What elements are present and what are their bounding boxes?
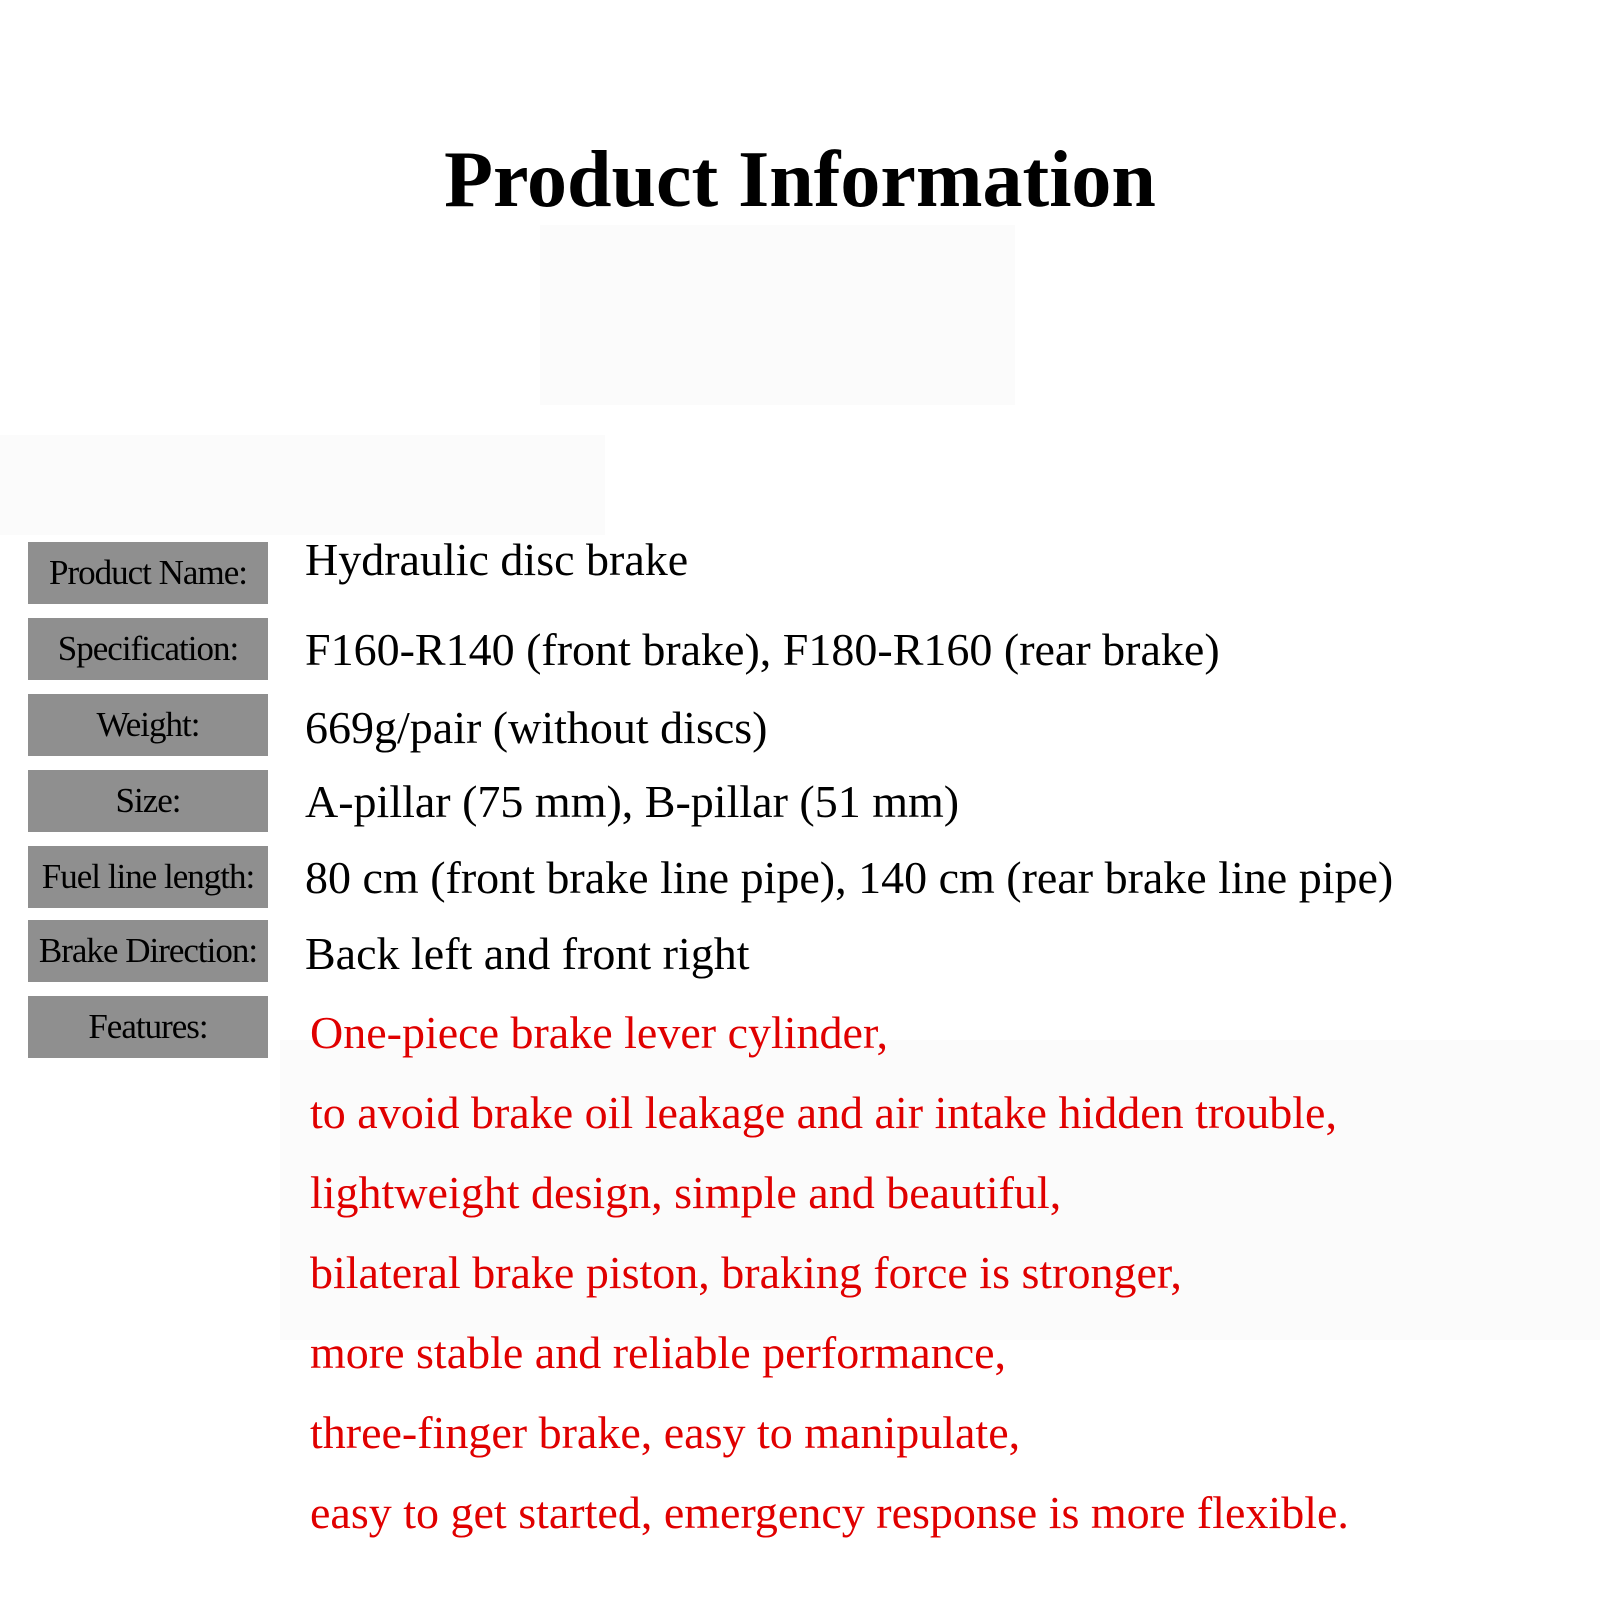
spec-label: Specification:	[28, 618, 268, 680]
feature-item: to avoid brake oil leakage and air intake hidden trouble,	[310, 1087, 1337, 1138]
feature-item: more stable and reliable performance,	[310, 1327, 1007, 1378]
features-list	[310, 1000, 1349, 1560]
spec-label: Product Name:	[28, 542, 268, 604]
feature-item: easy to get started, emergency response is more flexible.	[310, 1487, 1349, 1538]
spec-label: Fuel line length:	[28, 846, 268, 908]
spec-value: A-pillar (75 mm), B-pillar (51 mm)	[305, 775, 960, 827]
spec-row-product-name	[0, 533, 1600, 604]
spec-row-fuel-line-length	[0, 846, 1600, 908]
background-patch	[0, 435, 605, 535]
background-patch	[540, 225, 1015, 405]
feature-item: three-finger brake, easy to manipulate,	[310, 1407, 1021, 1458]
page-title: Product Information	[444, 136, 1156, 224]
spec-value: 80 cm (front brake line pipe), 140 cm (rear brake line pipe)	[305, 851, 1394, 903]
spec-label: Weight:	[28, 694, 268, 756]
spec-row-brake-direction	[0, 920, 1600, 982]
spec-row-weight	[0, 694, 1600, 756]
spec-value: Back left and front right	[305, 927, 750, 979]
spec-row-specification	[0, 618, 1600, 680]
feature-item: One-piece brake lever cylinder,	[310, 1007, 888, 1058]
spec-value: F160-R140 (front brake), F180-R160 (rear brake)	[305, 623, 1220, 675]
feature-item: bilateral brake piston, braking force is stronger,	[310, 1247, 1182, 1298]
spec-label: Size:	[28, 770, 268, 832]
spec-value: Hydraulic disc brake	[305, 533, 689, 585]
feature-item: lightweight design, simple and beautiful,	[310, 1167, 1062, 1218]
spec-label: Brake Direction:	[28, 920, 268, 982]
spec-label: Features:	[28, 996, 268, 1058]
spec-value: 669g/pair (without discs)	[305, 701, 768, 753]
spec-row-size	[0, 770, 1600, 832]
